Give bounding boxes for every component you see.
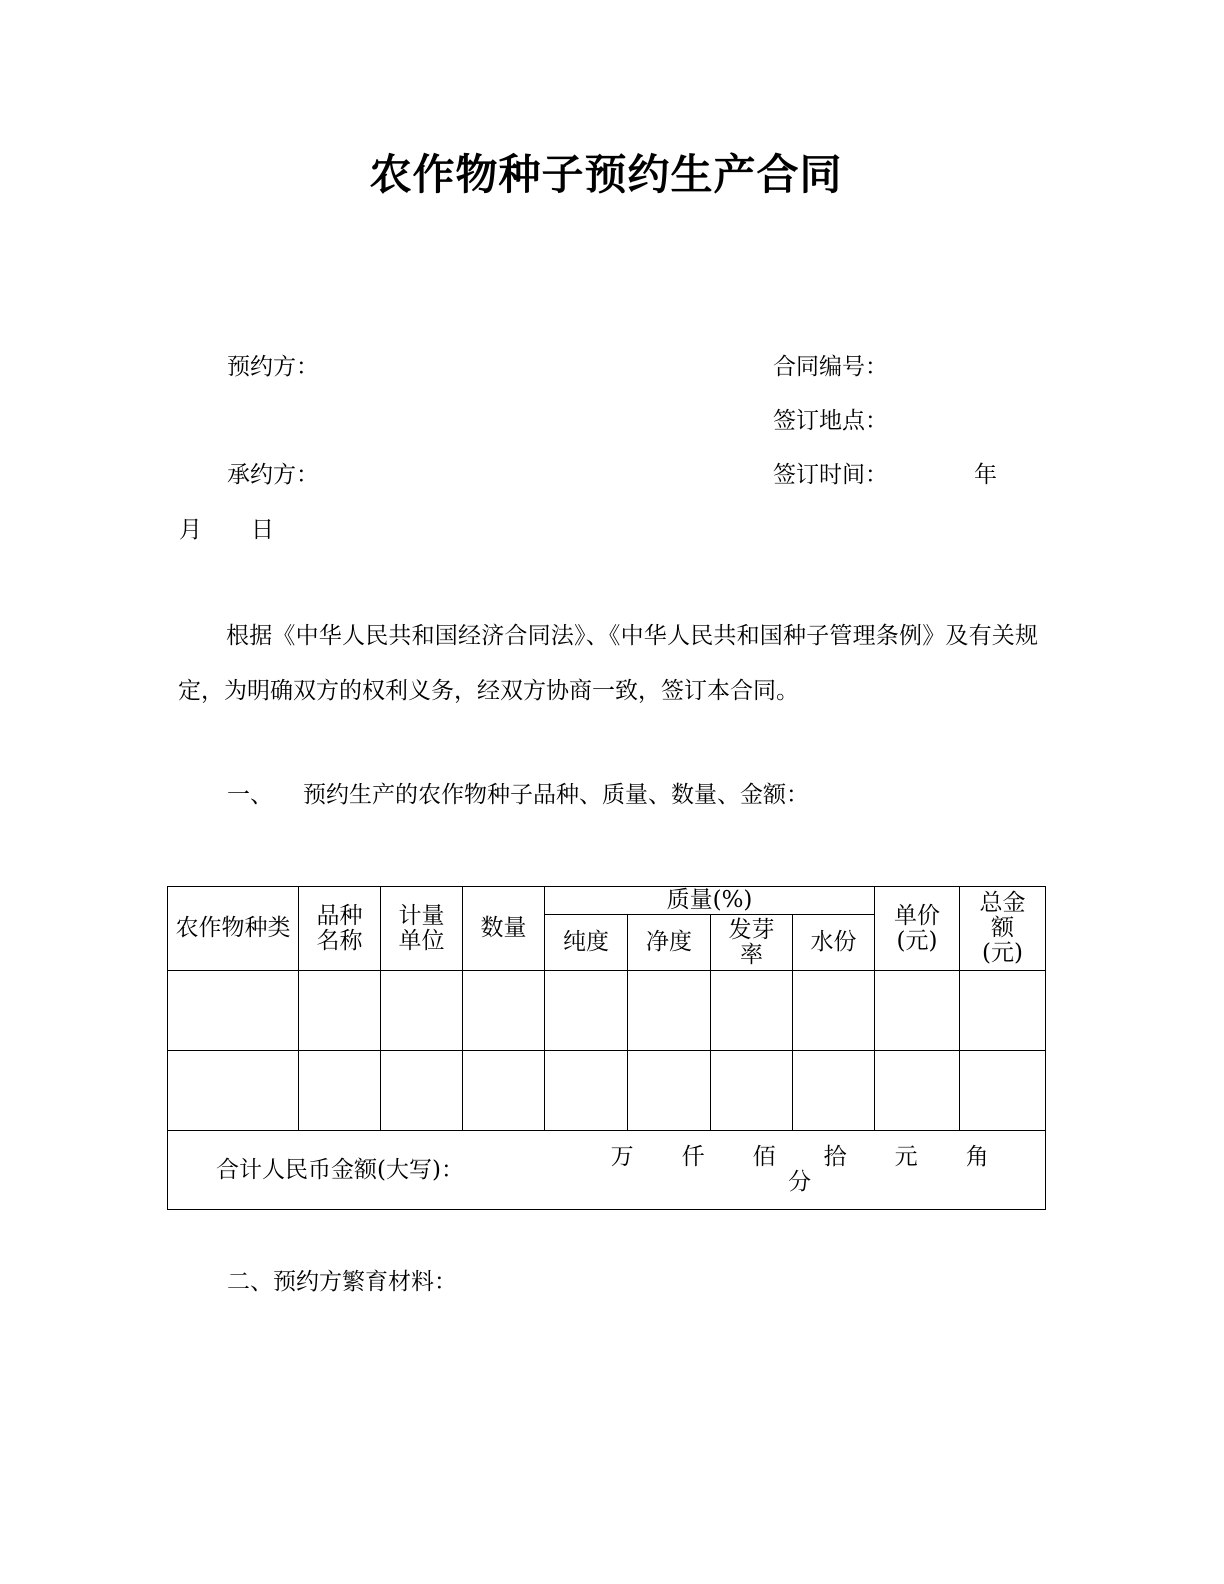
table-cell[interactable] xyxy=(168,1051,299,1131)
month-label: 月 xyxy=(179,517,202,543)
header-unit: 计量单位 xyxy=(381,887,463,971)
header-quality: 质量(%) xyxy=(545,887,875,915)
document-title: 农作物种子预约生产合同 xyxy=(369,150,843,199)
amount-unit: 元 xyxy=(894,1144,918,1170)
table-cell[interactable] xyxy=(381,971,463,1051)
table-cell[interactable] xyxy=(545,1051,628,1131)
total-label: 合计人民币金额(大写)： xyxy=(216,1156,464,1183)
total-row xyxy=(168,1131,1046,1210)
sign-place-label: 签订地点： xyxy=(773,408,888,434)
table-cell[interactable] xyxy=(960,1051,1046,1131)
header-variety-name: 品种名称 xyxy=(299,887,381,971)
header-moisture: 水份 xyxy=(793,915,875,971)
table-cell[interactable] xyxy=(545,971,628,1051)
table-row xyxy=(168,971,1046,1051)
header-total-amount: 总金额(元) xyxy=(960,887,1046,971)
table-cell[interactable] xyxy=(628,971,711,1051)
day-label: 日 xyxy=(251,517,274,543)
table-cell[interactable] xyxy=(711,971,793,1051)
section1-number: 一、 xyxy=(227,782,273,808)
header-unit-price: 单价(元) xyxy=(875,887,960,971)
table-cell[interactable] xyxy=(875,1051,960,1131)
table-cell[interactable] xyxy=(960,971,1046,1051)
table-row xyxy=(168,1051,1046,1131)
intro-paragraph: 根据《中华人民共和国经济合同法》、《中华人民共和国种子管理条例》及有关规定，为明确双方的权利义务，经双方协商一致，签订本合同。 xyxy=(178,623,1038,704)
table-cell[interactable] xyxy=(299,1051,381,1131)
table-cell[interactable] xyxy=(793,1051,875,1131)
contractor-label: 承约方： xyxy=(227,462,319,488)
table-cell[interactable] xyxy=(711,1051,793,1131)
amount-unit: 分 xyxy=(788,1169,812,1195)
table-cell[interactable] xyxy=(793,971,875,1051)
header-germination: 发芽率 xyxy=(711,915,793,971)
amount-unit: 仟 xyxy=(681,1144,705,1170)
table-cell[interactable] xyxy=(299,971,381,1051)
section2-title: 二、预约方繁育材料： xyxy=(227,1269,457,1295)
header-quantity: 数量 xyxy=(463,887,545,971)
header-crop-type: 农作物种类 xyxy=(168,887,299,971)
table-cell[interactable] xyxy=(463,971,545,1051)
header-purity: 纯度 xyxy=(545,915,628,971)
amount-unit: 佰 xyxy=(752,1144,776,1170)
seed-table xyxy=(167,886,1046,1210)
amount-unit: 万 xyxy=(610,1144,634,1170)
sign-time-label: 签订时间： xyxy=(773,462,888,488)
total-cell xyxy=(168,1131,1046,1210)
contract-no-label: 合同编号： xyxy=(773,354,888,380)
table-cell[interactable] xyxy=(381,1051,463,1131)
table-cell[interactable] xyxy=(463,1051,545,1131)
table-cell[interactable] xyxy=(628,1051,711,1131)
table-header-row xyxy=(168,887,1046,915)
table-cell[interactable] xyxy=(168,971,299,1051)
amount-units xyxy=(554,1145,1045,1195)
client-label: 预约方： xyxy=(227,354,319,380)
year-label: 年 xyxy=(974,462,997,488)
amount-unit: 拾 xyxy=(823,1144,847,1170)
header-cleanliness: 净度 xyxy=(628,915,711,971)
amount-unit: 角 xyxy=(965,1144,989,1170)
table-cell[interactable] xyxy=(875,971,960,1051)
section1-title: 预约生产的农作物种子品种、质量、数量、金额： xyxy=(303,782,809,808)
